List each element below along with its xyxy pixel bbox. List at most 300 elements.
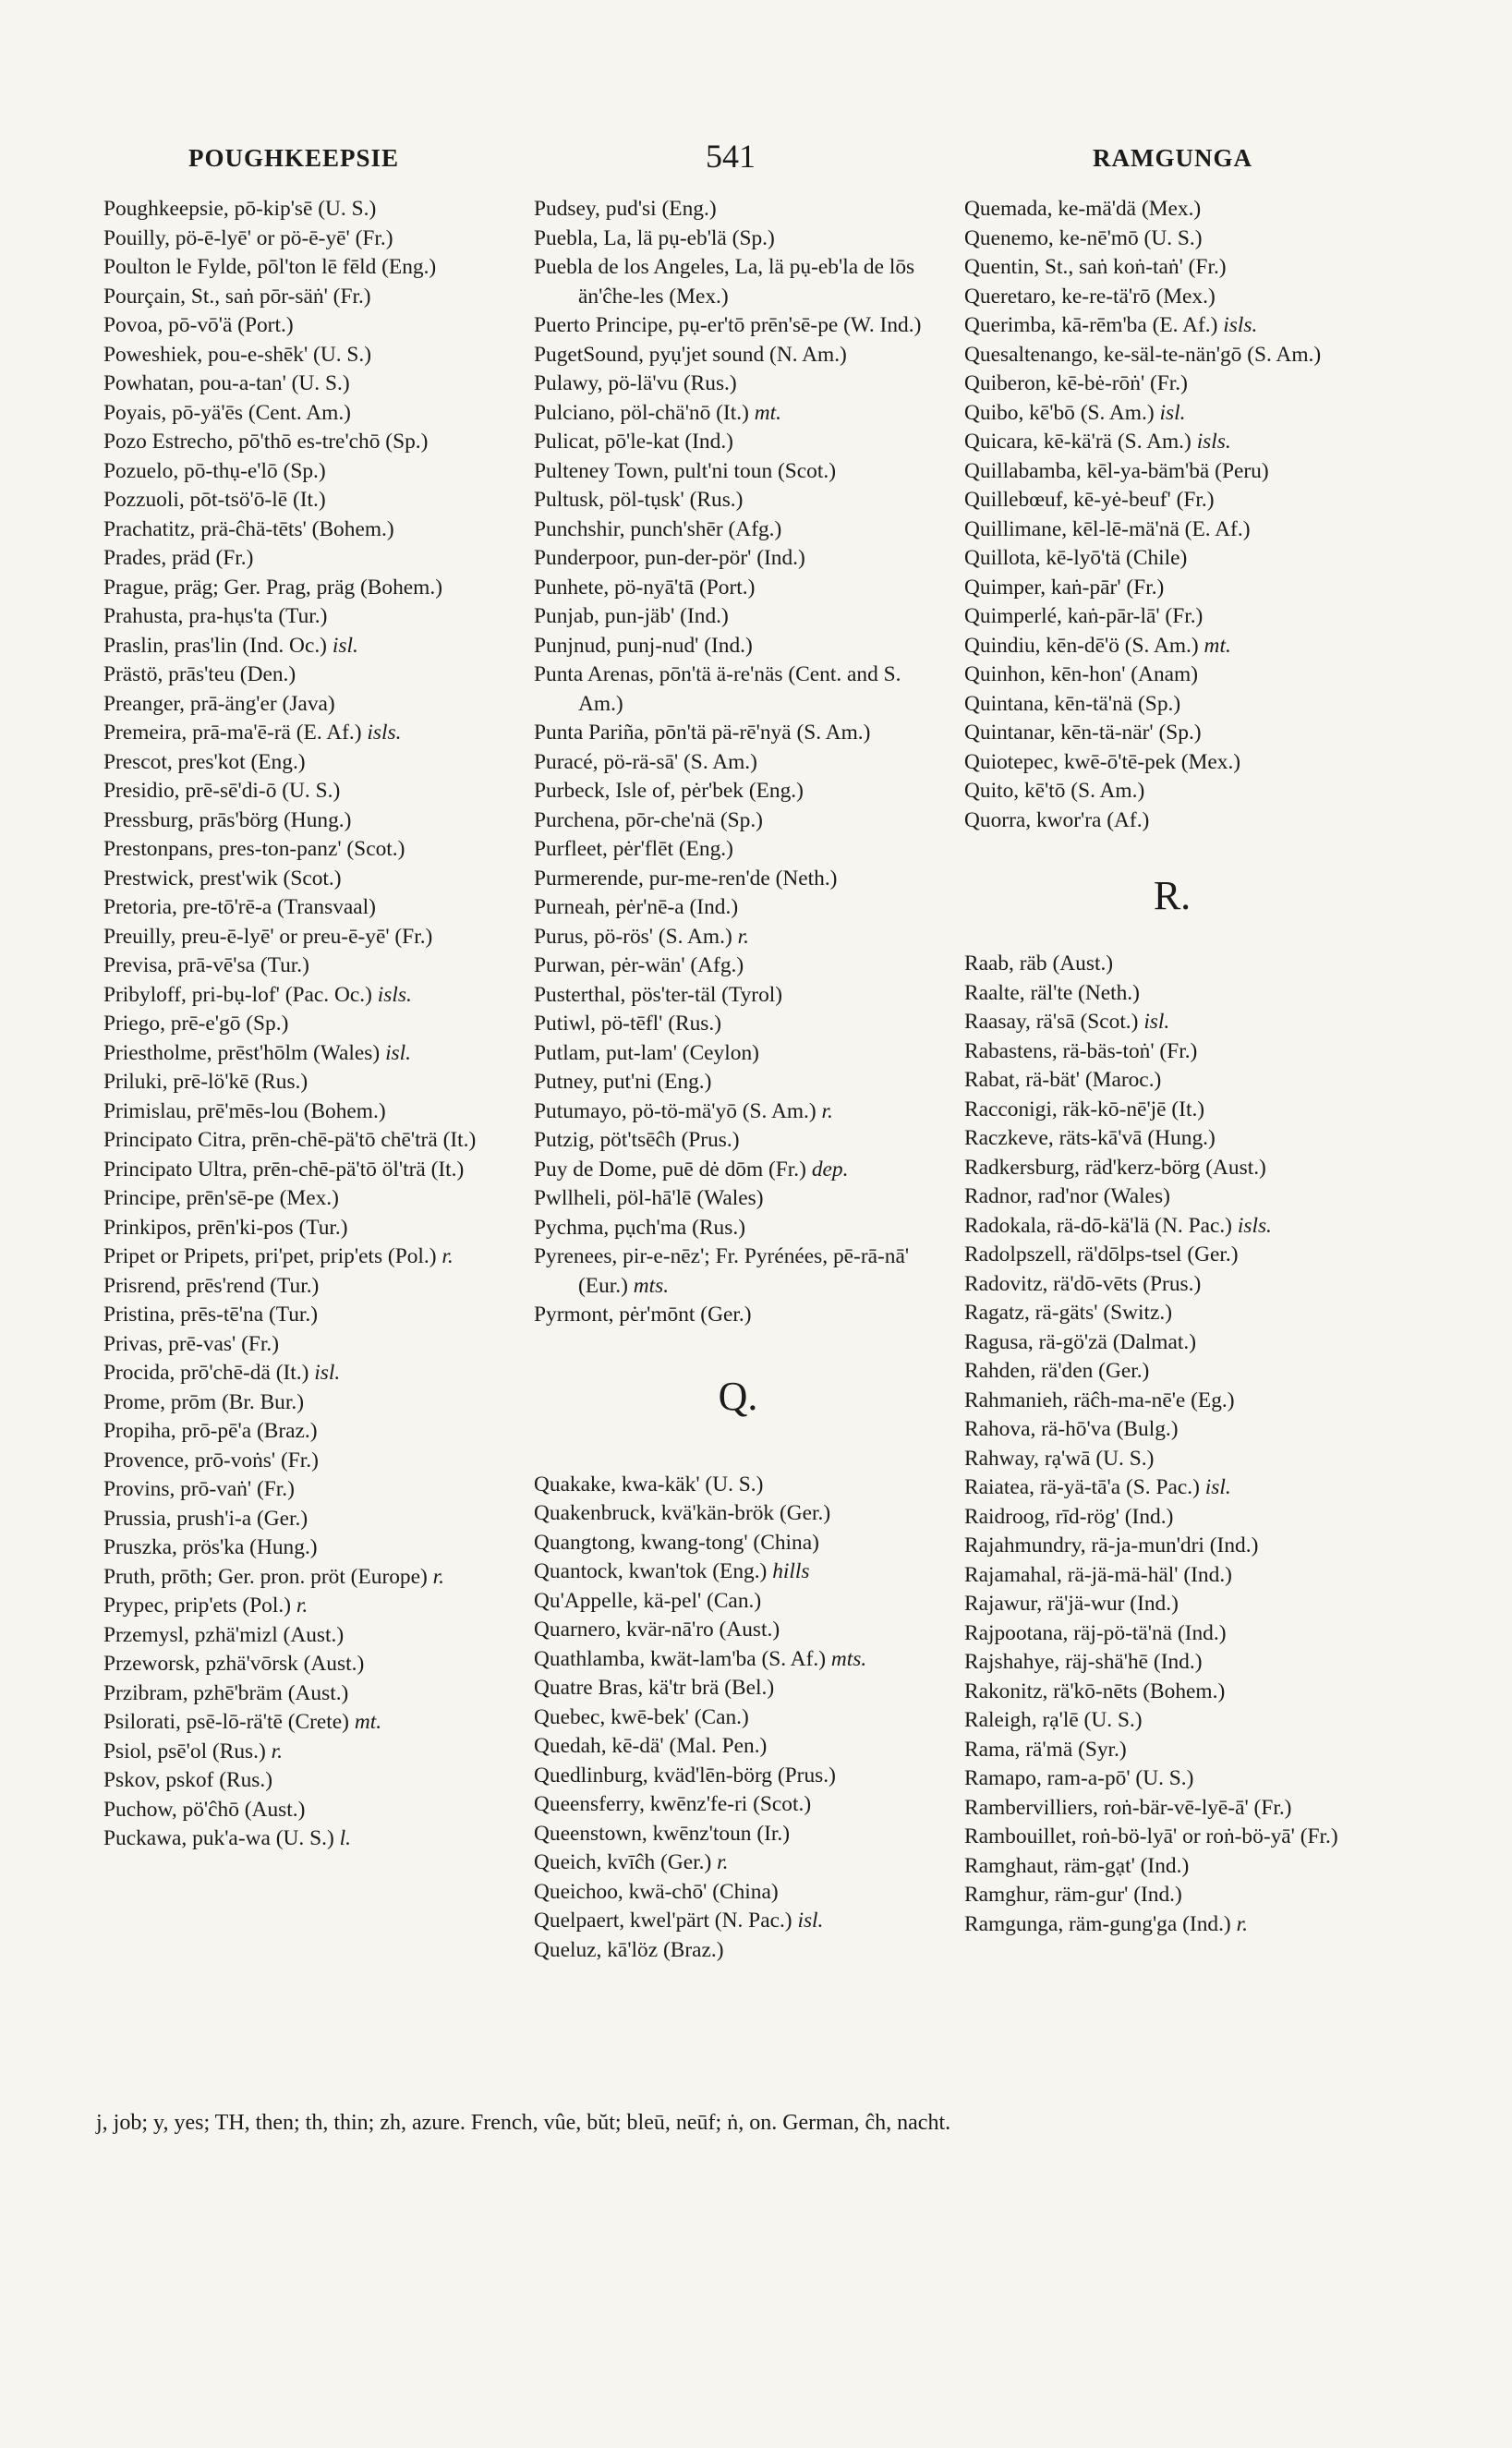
entry-text: Radokala, rä-dō-kä'lä (N. Pac.) (964, 1213, 1232, 1238)
entry-feature-tag: isls. (1237, 1213, 1272, 1238)
entry-feature-tag: isls. (367, 721, 402, 745)
entry-text: Pozo Estrecho, pō'thō es-tre'chō (Sp.) (103, 430, 429, 454)
entry-text: Ramghaut, räm-gạt' (Ind.) (964, 1853, 1190, 1878)
gazetteer-entry (103, 1301, 510, 1330)
section-letter-heading: R. (1153, 873, 1191, 918)
gazetteer-entry (534, 1732, 942, 1762)
entry-text: Quorra, kwor'ra (Af.) (964, 807, 1150, 832)
entry-text: Rahden, rä'den (Ger.) (964, 1359, 1150, 1383)
entry-feature-tag: mt. (1204, 633, 1231, 658)
entry-text: Punjnud, punj-nud' (Ind.) (534, 633, 753, 658)
entry-text: Purneah, pėr'nē-a (Ind.) (534, 895, 739, 919)
entry-feature-tag: isl. (332, 633, 358, 658)
entry-text: Quillebœuf, kē-yė-beuf' (Fr.) (964, 488, 1215, 512)
gazetteer-entry (534, 486, 942, 515)
gazetteer-entry (964, 1037, 1380, 1067)
gazetteer-entry (964, 1357, 1380, 1387)
entry-text: Prahusta, pra-hụs'ta (Tur.) (103, 604, 328, 628)
entry-text: Povoa, pō-vō'ä (Port.) (103, 313, 294, 337)
gazetteer-entry (103, 283, 510, 312)
gazetteer-entry (964, 574, 1380, 603)
page-number: 541 (706, 138, 756, 175)
entry-feature-tag: l. (339, 1826, 351, 1850)
entry-text: Rahova, rä-hō'va (Bulg.) (964, 1417, 1179, 1441)
entry-text: Raalte, räl'te (Neth.) (964, 980, 1140, 1005)
gazetteer-entry (103, 1650, 510, 1679)
gazetteer-entry (534, 1848, 942, 1878)
gazetteer-entry (534, 1214, 942, 1243)
gazetteer-entry (964, 1182, 1380, 1212)
entry-text: Quesaltenango, ke-säl-te-nän'gō (S. Am.) (964, 342, 1322, 367)
entry-text: Quindiu, kēn-dē'ö (S. Am.) (964, 633, 1199, 658)
gazetteer-entry (964, 748, 1380, 778)
gazetteer-entry (534, 1616, 942, 1645)
entry-text: Queluz, kā'löz (Braz.) (534, 1937, 724, 1962)
gazetteer-entry (534, 719, 942, 748)
entry-text: Putney, put'ni (Eng.) (534, 1070, 712, 1094)
gazetteer-entry (103, 1272, 510, 1302)
gazetteer-entry (964, 1910, 1380, 1940)
gazetteer-entry (534, 1790, 942, 1820)
entry-text: Pyrmont, pėr'mōnt (Ger.) (534, 1303, 752, 1327)
entry-text: Quebec, kwē-bek' (Can.) (534, 1704, 749, 1729)
entry-text: Rabat, rä-bät' (Maroc.) (964, 1068, 1162, 1092)
entry-text: Pulciano, pöl-chä'nō (It.) (534, 400, 749, 425)
entry-text: Punta Pariña, pōn'tä pä-rē'nyä (S. Am.) (534, 721, 871, 745)
entry-text: Przeworsk, pzhä'vōrsk (Aust.) (103, 1652, 365, 1676)
gazetteer-entry (964, 1794, 1380, 1824)
entry-text: Psiol, psē'ol (Rus.) (103, 1739, 266, 1763)
gazetteer-entry (103, 1417, 510, 1447)
entry-text: Pyrenees, pir-e-nēz'; Fr. Pyrénées, pē-rā-nā' (Eur.) (534, 1244, 910, 1298)
gazetteer-entry (534, 341, 942, 370)
running-head-first-word: POUGHKEEPSIE (188, 144, 400, 172)
entry-text: Pskov, pskof (Rus.) (103, 1768, 273, 1792)
entry-feature-tag: r. (821, 1098, 833, 1123)
entry-text: Prome, prōm (Br. Bur.) (103, 1389, 305, 1414)
entry-text: Rajawur, rä'jä-wur (Ind.) (964, 1592, 1179, 1616)
gazetteer-entry (964, 1678, 1380, 1707)
entry-text: Praslin, pras'lin (Ind. Oc.) (103, 633, 327, 658)
entry-text: Priego, prē-e'gō (Sp.) (103, 1012, 289, 1036)
gazetteer-entry (534, 574, 942, 603)
gazetteer-entry (534, 1557, 942, 1587)
entry-text: Prestwick, prest'wik (Scot.) (103, 866, 342, 891)
gazetteer-entry (534, 457, 942, 487)
gazetteer-entry (964, 1736, 1380, 1765)
entry-text: Rakonitz, rä'kō-nēts (Bohem.) (964, 1678, 1226, 1703)
gazetteer-entry (964, 1532, 1380, 1561)
gazetteer-entry (534, 224, 942, 254)
gazetteer-entry (964, 1241, 1380, 1270)
entry-text: Putiwl, pö-tēfl' (Rus.) (534, 1012, 722, 1036)
entry-text: Pristina, prēs-tē'na (Tur.) (103, 1303, 319, 1327)
entry-text: Raleigh, rạ'lē (U. S.) (964, 1708, 1143, 1732)
entry-text: Quicara, kē-kä'rä (S. Am.) (964, 430, 1191, 454)
entry-text: Radovitz, rä'dō-vēts (Prus.) (964, 1271, 1202, 1296)
entry-text: Ragatz, rä-gäts' (Switz.) (964, 1301, 1173, 1325)
gazetteer-entry (964, 1619, 1380, 1649)
gazetteer-entry (964, 311, 1380, 341)
entry-feature-tag: r. (1236, 1911, 1248, 1936)
gazetteer-entry (964, 950, 1380, 979)
entry-text: Pourçain, St., saṅ pōr-säṅ' (Fr.) (103, 284, 371, 309)
gazetteer-entry (964, 1852, 1380, 1882)
gazetteer-entry (534, 1471, 942, 1500)
entry-text: Queich, kvīĉh (Ger.) (534, 1850, 712, 1874)
entry-text: Pressburg, prās'börg (Hung.) (103, 807, 352, 832)
entry-text: Purbeck, Isle of, pėr'bek (Eng.) (534, 779, 804, 803)
entry-text: Puchow, pö'ĉhō (Aust.) (103, 1797, 306, 1822)
entry-text: Putumayo, pö-tö-mä'yō (S. Am.) (534, 1098, 816, 1123)
gazetteer-entry (103, 1330, 510, 1360)
entry-text: Quantock, kwan'tok (Eng.) (534, 1559, 768, 1583)
entry-text: Raidroog, rīd-rög' (Ind.) (964, 1504, 1174, 1529)
column-2 (534, 195, 942, 1965)
entry-feature-tag: isl. (797, 1909, 824, 1933)
entry-feature-tag: isl. (1143, 1010, 1170, 1034)
gazetteer-entry (103, 1738, 510, 1767)
gazetteer-entry (534, 893, 942, 923)
gazetteer-entry (964, 1415, 1380, 1445)
gazetteer-entry (103, 486, 510, 515)
entry-text: Pripet or Pripets, pri'pet, prip'ets (Pol.) (103, 1244, 437, 1268)
gazetteer-entry (103, 574, 510, 603)
gazetteer-entry (103, 1533, 510, 1563)
gazetteer-entry (964, 1823, 1380, 1852)
running-head (188, 137, 1252, 174)
entry-text: Ramghur, räm-gur' (Ind.) (964, 1883, 1182, 1907)
entry-text: Rajshahye, räj-shä'hē (Ind.) (964, 1650, 1203, 1674)
gazetteer-entry (534, 1587, 942, 1617)
gazetteer-entry (964, 399, 1380, 429)
gazetteer-entry (534, 311, 942, 341)
entry-text: Queensferry, kwēnz'fe-ri (Scot.) (534, 1792, 812, 1816)
entry-feature-tag: isls. (1196, 430, 1231, 454)
entry-text: Pribyloff, pri-bụ-lof' (Pac. Oc.) (103, 982, 372, 1007)
gazetteer-entry (103, 1475, 510, 1505)
entry-text: Quangtong, kwang-tong' (China) (534, 1530, 819, 1555)
entry-text: Prussia, prush'i-a (Ger.) (103, 1506, 308, 1531)
entry-text: Poyais, pō-yä'ēs (Cent. Am.) (103, 400, 351, 425)
gazetteer-entry (964, 1561, 1380, 1591)
gazetteer-entry (103, 341, 510, 370)
gazetteer-entry (964, 457, 1380, 487)
entry-text: Pulteney Town, pult'ni toun (Scot.) (534, 458, 836, 483)
entry-text: Prästö, prās'teu (Den.) (103, 662, 296, 686)
gazetteer-entry (964, 1096, 1380, 1125)
gazetteer-entry (964, 1212, 1380, 1242)
gazetteer-entry (534, 981, 942, 1011)
entry-text: Rahmanieh, räĉh-ma-nē'e (Eg.) (964, 1388, 1235, 1412)
entry-feature-tag: r. (296, 1594, 308, 1618)
entry-feature-tag: isl. (385, 1040, 412, 1065)
entry-text: Puerto Principe, pụ-er'tō prēn'sē-pe (W. Ind.) (534, 313, 922, 337)
gazetteer-entry (534, 370, 942, 399)
entry-text: Poughkeepsie, pō-kip'sē (U. S.) (103, 197, 377, 221)
entry-text: Quatre Bras, kä'tr brä (Bel.) (534, 1676, 775, 1700)
gazetteer-entry (534, 1242, 942, 1301)
entry-text: Radnor, rad'nor (Wales) (964, 1184, 1170, 1208)
entry-text: Privas, prē-vas' (Fr.) (103, 1331, 280, 1356)
gazetteer-entry (964, 1066, 1380, 1096)
entry-text: Ramgunga, räm-gung'ga (Ind.) (964, 1911, 1231, 1936)
gazetteer-entry (534, 1068, 942, 1097)
entry-text: Preuilly, preu-ē-lyē' or preu-ē-yē' (Fr.) (103, 924, 433, 949)
gazetteer-entry (103, 1184, 510, 1214)
entry-text: Poulton le Fylde, pōl'ton lē fēld (Eng.) (103, 255, 437, 279)
gazetteer-entry (103, 660, 510, 690)
entry-text: Quiberon, kē-bė-rōṅ' (Fr.) (964, 371, 1188, 395)
gazetteer-entry (964, 341, 1380, 370)
entry-text: Quiotepec, kwē-ō'tē-pek (Mex.) (964, 749, 1241, 774)
gazetteer-entry (534, 1301, 942, 1330)
entry-feature-tag: r. (442, 1244, 454, 1268)
gazetteer-entry (103, 1156, 510, 1185)
gazetteer-entry (103, 1126, 510, 1156)
gazetteer-entry (103, 1068, 510, 1097)
entry-text: Pudsey, pud'si (Eng.) (534, 197, 717, 221)
entry-text: Purus, pö-rös' (S. Am.) (534, 924, 732, 949)
entry-text: Rajahmundry, rä-ja-mun'dri (Ind.) (964, 1533, 1259, 1557)
entry-text: Pretoria, pre-tō'rē-a (Transvaal) (103, 895, 376, 919)
entry-feature-tag: mts. (830, 1646, 867, 1671)
gazetteer-entry (534, 1499, 942, 1529)
entry-text: Raasay, rä'sā (Scot.) (964, 1010, 1139, 1034)
gazetteer-entry (103, 195, 510, 224)
entry-text: Pruth, prōth; Ger. pron. pröt (Europe) (103, 1564, 428, 1589)
entry-text: Prypec, prip'ets (Pol.) (103, 1594, 292, 1618)
gazetteer-entry (103, 806, 510, 836)
entry-text: Quedah, kē-dä' (Mal. Pen.) (534, 1734, 768, 1758)
entry-feature-tag: dep. (811, 1157, 849, 1182)
gazetteer-entry (964, 1328, 1380, 1358)
gazetteer-entry (534, 1010, 942, 1039)
running-head-last-word: RAMGUNGA (1093, 144, 1252, 172)
gazetteer-entry (534, 1674, 942, 1703)
gazetteer-entry (964, 979, 1380, 1009)
entry-text: PugetSound, pyụ'jet sound (N. Am.) (534, 342, 847, 367)
entry-text: Querimba, kā-rēm'ba (E. Af.) (964, 313, 1218, 337)
entry-text: Putzig, pöt'tsēĉh (Prus.) (534, 1128, 740, 1152)
gazetteer-entry (103, 1447, 510, 1476)
gazetteer-entry (534, 777, 942, 806)
entry-text: Rama, rä'mä (Syr.) (964, 1737, 1127, 1762)
gazetteer-entry (534, 1529, 942, 1558)
entry-text: Previsa, prā-vē'sa (Tur.) (103, 953, 309, 977)
entry-text: Raab, räb (Aust.) (964, 951, 1114, 976)
entry-text: Queretaro, ke-re-tä'rō (Mex.) (964, 284, 1216, 309)
gazetteer-entry (103, 951, 510, 981)
entry-text: Psilorati, psē-lō-rä'tē (Crete) (103, 1710, 349, 1734)
entry-text: Qu'Appelle, kä-pel' (Can.) (534, 1588, 762, 1613)
gazetteer-entry (534, 1878, 942, 1908)
entry-text: Quinhon, kēn-hon' (Anam) (964, 662, 1199, 686)
entry-feature-tag: isls. (377, 982, 412, 1007)
entry-text: Quimper, kaṅ-pār' (Fr.) (964, 575, 1165, 600)
gazetteer-entry (534, 428, 942, 457)
gazetteer-entry (103, 253, 510, 283)
gazetteer-entry (103, 370, 510, 399)
entry-text: Punjab, pun-jäb' (Ind.) (534, 604, 729, 628)
entry-text: Racconigi, räk-kō-nē'jē (It.) (964, 1097, 1205, 1121)
gazetteer-entry (534, 1820, 942, 1849)
entry-text: Prachatitz, prä-ĉhä-tēts' (Bohem.) (103, 516, 394, 541)
gazetteer-entry (103, 544, 510, 574)
entry-text: Quentin, St., saṅ koṅ-taṅ' (Fr.) (964, 255, 1227, 279)
entry-text: Purfleet, pėr'flēt (Eng.) (534, 837, 733, 861)
gazetteer-entry (534, 806, 942, 836)
gazetteer-entry (103, 1824, 510, 1854)
gazetteer-entry (534, 748, 942, 778)
gazetteer-entry (534, 544, 942, 574)
entry-feature-tag: mt. (354, 1710, 382, 1734)
entry-text: Procida, prō'chē-dä (It.) (103, 1361, 309, 1385)
entry-text: Pouilly, pö-ē-lyē' or pö-ē-yē' (Fr.) (103, 225, 393, 250)
gazetteer-entry (964, 1503, 1380, 1533)
gazetteer-entry (103, 923, 510, 952)
gazetteer-entry (964, 1706, 1380, 1736)
entry-feature-tag: mt. (754, 400, 781, 425)
gazetteer-entry (534, 1126, 942, 1156)
entry-text: Queichoo, kwä-chō' (China) (534, 1879, 779, 1904)
entry-text: Priluki, prē-lö'kē (Rus.) (103, 1070, 308, 1094)
entry-text: Puracé, pö-rä-sā' (S. Am.) (534, 749, 757, 774)
entry-text: Rajamahal, rä-jä-mä-häl' (Ind.) (964, 1562, 1232, 1587)
gazetteer-entry (103, 224, 510, 254)
entry-text: Przemysl, pzhä'mizl (Aust.) (103, 1622, 345, 1647)
entry-text: Primislau, prē'mēs-lou (Bohem.) (103, 1098, 386, 1123)
section-letter-heading: Q. (718, 1373, 758, 1419)
entry-feature-tag: mts. (633, 1273, 670, 1298)
gazetteer-entry (534, 660, 942, 719)
gazetteer-entry (103, 981, 510, 1011)
entry-text: Pozuelo, pō-thụ-e'lō (Sp.) (103, 458, 326, 483)
gazetteer-entry (103, 311, 510, 341)
gazetteer-entry (103, 1242, 510, 1272)
entry-feature-tag: isls. (1223, 313, 1258, 337)
entry-text: Punhete, pö-nyā'tā (Port.) (534, 575, 756, 600)
gazetteer-entry (964, 428, 1380, 457)
gazetteer-entry (103, 893, 510, 923)
gazetteer-entry (534, 1156, 942, 1185)
gazetteer-entry (964, 1008, 1380, 1037)
entry-text: Ragusa, rä-gö'zä (Dalmat.) (964, 1329, 1197, 1354)
gazetteer-entry (534, 399, 942, 429)
entry-text: Presidio, prē-sē'di-ō (U. S.) (103, 779, 341, 803)
gazetteer-entry (534, 1097, 942, 1127)
gazetteer-entry (964, 283, 1380, 312)
entry-text: Quillimane, kēl-lē-mä'nä (E. Af.) (964, 516, 1251, 541)
gazetteer-entry (103, 1766, 510, 1796)
pronunciation-key-footer: j, job; y, yes; TH, then; th, thin; zh, azure. French, vûe, bŭt; bleū, neūf; ṅ, on. German, ĉh, nacht. (96, 2111, 951, 2135)
entry-text: Pruszka, prös'ka (Hung.) (103, 1535, 318, 1559)
entry-text: Principato Ultra, prēn-chē-pä'tō öl'trä (It.) (103, 1157, 465, 1182)
entry-text: Quemada, ke-mä'dä (Mex.) (964, 197, 1202, 221)
gazetteer-entry (964, 1154, 1380, 1183)
entry-text: Punderpoor, pun-der-pör' (Ind.) (534, 546, 805, 570)
gazetteer-entry (103, 399, 510, 429)
entry-text: Radolpszell, rä'dōlps-tsel (Ger.) (964, 1242, 1239, 1266)
gazetteer-entry (964, 1299, 1380, 1328)
entry-text: Pozzuoli, pōt-tsö'ō-lē (It.) (103, 488, 326, 512)
entry-text: Poweshiek, pou-e-shēk' (U. S.) (103, 342, 372, 367)
gazetteer-entry (964, 544, 1380, 574)
entry-text: Puebla, La, lä pụ-eb'lä (Sp.) (534, 225, 775, 250)
gazetteer-entry (964, 1270, 1380, 1300)
entry-text: Rambouillet, roṅ-bö-lyā' or roṅ-bö-yā' (Fr.) (964, 1824, 1338, 1848)
gazetteer-entry (103, 1563, 510, 1593)
entry-text: Provence, prō-voṅs' (Fr.) (103, 1448, 319, 1472)
gazetteer-entry (964, 253, 1380, 283)
gazetteer-entry (964, 719, 1380, 748)
entry-feature-tag: r. (271, 1739, 283, 1763)
gazetteer-entry (964, 515, 1380, 545)
gazetteer-entry (103, 1359, 510, 1388)
entry-text: Rajpootana, räj-pö-tä'nä (Ind.) (964, 1620, 1227, 1645)
entry-text: Puy de Dome, puē dė dōm (Fr.) (534, 1157, 806, 1182)
gazetteer-entry (103, 1796, 510, 1825)
gazetteer-entry (103, 1039, 510, 1069)
entry-text: Rambervilliers, roṅ-bär-vē-lyē-ā' (Fr.) (964, 1795, 1292, 1820)
gazetteer-entry (964, 1473, 1380, 1503)
entry-text: Prestonpans, pres-ton-panz' (Scot.) (103, 837, 405, 861)
entry-text: Puckawa, puk'a-wa (U. S.) (103, 1826, 334, 1850)
column-1 (103, 195, 510, 1854)
entry-text: Priestholme, prēst'hōlm (Wales) (103, 1040, 381, 1065)
gazetteer-entry (964, 370, 1380, 399)
entry-feature-tag: r. (717, 1850, 729, 1874)
entry-text: Quakake, kwa-käk' (U. S.) (534, 1472, 764, 1497)
gazetteer-entry (103, 748, 510, 778)
gazetteer-entry (103, 1010, 510, 1039)
gazetteer-entry (964, 1387, 1380, 1416)
gazetteer-entry (534, 923, 942, 952)
gazetteer-entry (103, 865, 510, 894)
entry-text: Quintana, kēn-tä'nä (Sp.) (964, 691, 1181, 716)
entry-text: Quelpaert, kwel'pärt (N. Pac.) (534, 1909, 792, 1933)
entry-feature-tag: isl. (314, 1361, 341, 1385)
entry-feature-tag: hills (772, 1559, 810, 1583)
entry-text: Quintanar, kēn-tä-när' (Sp.) (964, 721, 1202, 745)
entry-text: Principato Citra, prēn-chē-pä'tō chē'trä (It.) (103, 1128, 477, 1152)
gazetteer-entry (103, 835, 510, 865)
entry-text: Raczkeve, räts-kā'vā (Hung.) (964, 1126, 1216, 1150)
gazetteer-entry (964, 224, 1380, 254)
entry-text: Quillota, kē-lyō'tä (Chile) (964, 546, 1188, 570)
entry-text: Punchshir, punch'shēr (Afg.) (534, 516, 782, 541)
gazetteer-entry (103, 719, 510, 748)
gazetteer-entry (103, 690, 510, 720)
entry-text: Quito, kē'tō (S. Am.) (964, 779, 1145, 803)
gazetteer-entry (964, 486, 1380, 515)
gazetteer-entry (534, 865, 942, 894)
gazetteer-entry (964, 1764, 1380, 1794)
gazetteer-entry (964, 1881, 1380, 1910)
gazetteer-entry (103, 1621, 510, 1651)
entry-text: Raiatea, rä-yä-tā'a (S. Pac.) (964, 1475, 1200, 1499)
entry-feature-tag: r. (432, 1564, 445, 1589)
gazetteer-entry (534, 602, 942, 632)
entry-text: Prisrend, prēs'rend (Tur.) (103, 1273, 320, 1298)
entry-text: Rabastens, rä-bäs-toṅ' (Fr.) (964, 1038, 1198, 1063)
gazetteer-entry (103, 777, 510, 806)
entry-text: Quathlamba, kwät-lam'ba (S. Af.) (534, 1646, 827, 1671)
gazetteer-entry (103, 1097, 510, 1127)
gazetteer-entry (964, 777, 1380, 806)
gazetteer-entry (103, 515, 510, 545)
gazetteer-entry (534, 195, 942, 224)
